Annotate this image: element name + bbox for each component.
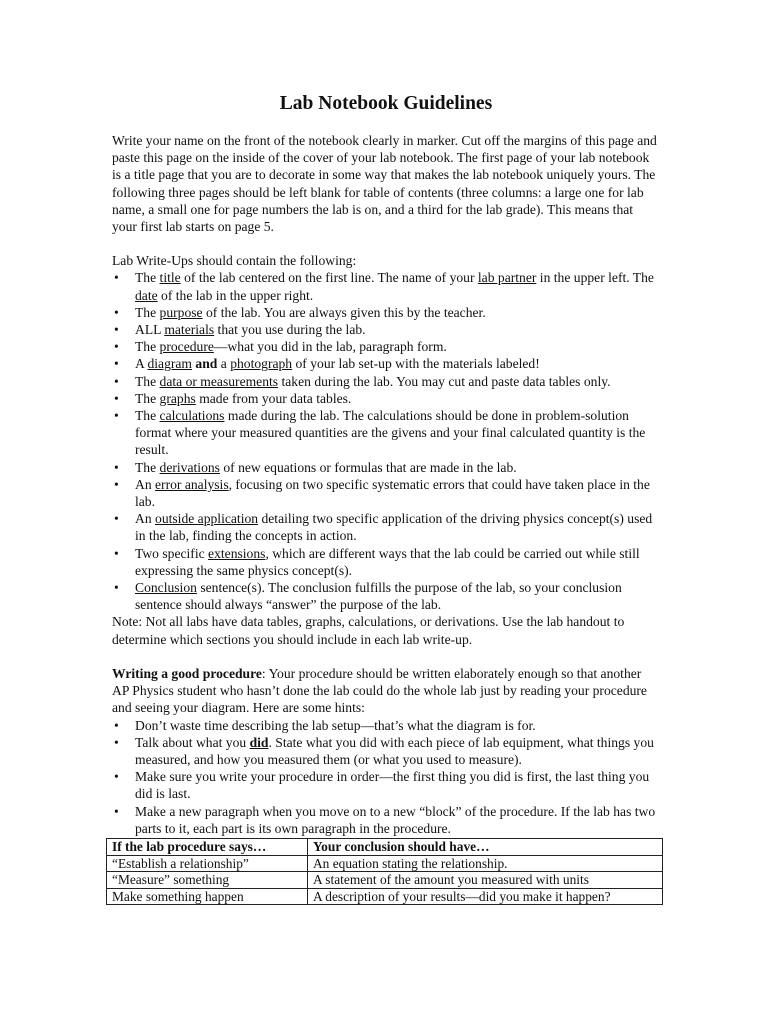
list-item: • The purpose of the lab. You are always given this by the teacher. [112,304,660,321]
list-item: • Conclusion sentence(s). The conclusion fulfills the purpose of the lab, so your conclusion sentence should always “answer” the purpose of the lab. [112,579,660,613]
writeups-heading: Lab Write-Ups should contain the following: [112,253,357,269]
table-header-cell: Your conclusion should have… [308,839,663,856]
list-item: • The graphs made from your data tables. [112,390,660,407]
table-row [107,888,663,905]
list-item: • Make sure you write your procedure in order—the first thing you did is first, the last thing you did is last. [112,768,660,802]
list-item: • An outside application detailing two specific application of the driving physics concept(s) used in the lab, finding the concepts in action. [112,510,660,544]
table-cell: A statement of the amount you measured with units [308,872,663,889]
list-item: • Make a new paragraph when you move on to a new “block” of the procedure. If the lab has two parts to it, each part is its own paragraph in the procedure. [112,803,660,837]
list-item: • An error analysis, focusing on two specific systematic errors that could have taken place in the lab. [112,476,660,510]
table-cell: “Establish a relationship” [107,855,308,872]
list-item: • The title of the lab centered on the first line. The name of your lab partner in the upper left. The date of the lab in the upper right. [112,269,660,303]
list-item: • The calculations made during the lab. The calculations should be done in problem-solution format where your measured quantities are the givens and your final calculated quantity is the result. [112,407,660,459]
table-cell: “Measure” something [107,872,308,889]
list-item: • The data or measurements taken during the lab. You may cut and paste data tables only. [112,373,660,390]
list-item: • The derivations of new equations or formulas that are made in the lab. [112,459,660,476]
list-item: • A diagram and a photograph of your lab set-up with the materials labeled! [112,355,660,372]
table-cell: An equation stating the relationship. [308,855,663,872]
list-item: • Don’t waste time describing the lab setup—that’s what the diagram is for. [112,717,660,734]
list-item: • ALL materials that you use during the lab. [112,321,660,338]
list-item: • The procedure—what you did in the lab, paragraph form. [112,338,660,355]
table-row [107,855,663,872]
table-cell: Make something happen [107,888,308,905]
note-paragraph: Note: Not all labs have data tables, graphs, calculations, or derivations. Use the lab handout to determine which sections you should include in each lab write-up. [112,614,625,647]
procedure-heading: Writing a good procedure [112,665,262,681]
procedure-intro: Writing a good procedure: Your procedure should be written elaborately enough so that another AP Physics student who hasn’t done the lab could do the whole lab just by reading your procedure and seeing your diagram. Here are some hints: [112,665,647,716]
procedure-hint-list [112,717,660,837]
page-title: Lab Notebook Guidelines [279,93,493,114]
list-item: • Two specific extensions, which are different ways that the lab could be carried out while still expressing the same physics concept(s). [112,545,660,579]
list-item: • Talk about what you did. State what you did with each piece of lab equipment, what things you measured, and how you measured them (or what you used to measure). [112,734,660,768]
document-body [112,92,660,837]
table-header-cell: If the lab procedure says… [107,839,308,856]
intro-paragraph: Write your name on the front of the notebook clearly in marker. Cut off the margins of this page and paste this page on the inside of the cover of your lab notebook. The first page of your lab notebook is a title page that you are to decorate in some way that makes the lab notebook uniquely yours. The following three pages should be left blank for table of contents (three columns: a large one for lab name, a small one for page numbers the lab is on, and a third for the lab grade). This means that your first lab starts on page 5. [112,133,657,235]
table-header-row [107,839,663,856]
writeup-list [112,269,660,613]
table-cell: A description of your results—did you make it happen? [308,888,663,905]
table-row [107,872,663,889]
conclusion-table [106,838,663,905]
